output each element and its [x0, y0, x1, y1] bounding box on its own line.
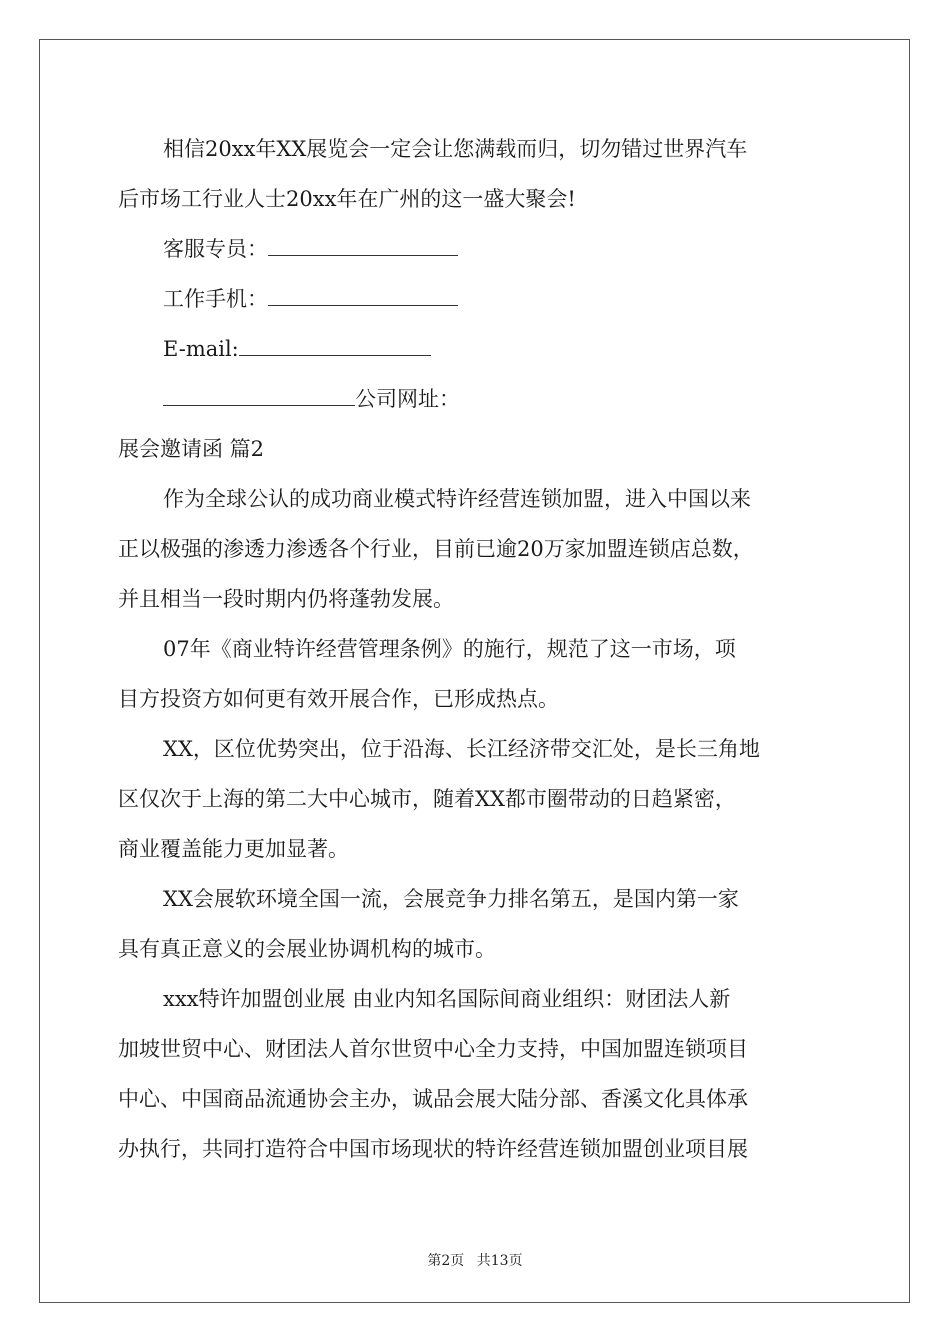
body-p5-line-4: 办执行，共同打造符合中国市场现状的特许经营连锁加盟创业项目展: [118, 1137, 748, 1161]
page-footer: [0, 1250, 950, 1270]
body-p5-line-2: 加坡世贸中心、财团法人首尔世贸中心全力支持，中国加盟连锁项目: [118, 1037, 748, 1061]
website-blank: [163, 387, 355, 406]
service-label: 客服专员：: [163, 237, 268, 261]
body-p3-line-2: 区仅次于上海的第二大中心城市，随着XX都市圈带动的日趋紧密，: [118, 787, 736, 811]
email-label: E-mail:: [163, 337, 239, 361]
website-contact-row: [118, 374, 838, 424]
website-label: 公司网址：: [355, 387, 460, 411]
body-p4-line-1: XX会展软环境全国一流，会展竞争力排名第五，是国内第一家: [163, 887, 739, 911]
phone-blank: [268, 287, 458, 306]
phone-label: 工作手机：: [163, 287, 268, 311]
body-p1-line-2: 正以极强的渗透力渗透各个行业，目前已逾20万家加盟连锁店总数，: [118, 537, 754, 561]
service-contact-row: [118, 224, 838, 274]
body-p4-line-2: 具有真正意义的会展业协调机构的城市。: [118, 937, 496, 961]
body-p1-line-3: 并且相当一段时期内仍将蓬勃发展。: [118, 587, 454, 611]
intro-line-2: 后市场工行业人士20xx年在广州的这一盛大聚会!: [118, 187, 576, 211]
page-total: 共13页: [476, 1253, 523, 1269]
email-blank: [239, 337, 431, 356]
page-current: 第2页: [427, 1253, 465, 1269]
body-p3-line-1: XX，区位优势突出，位于沿海、长江经济带交汇处，是长三角地: [163, 737, 760, 761]
email-contact-row: [118, 324, 838, 374]
service-blank: [268, 237, 458, 256]
body-p5-line-3: 中心、中国商品流通协会主办，诚品会展大陆分部、香溪文化具体承: [118, 1087, 748, 1111]
phone-contact-row: [118, 274, 838, 324]
body-p3-line-3: 商业覆盖能力更加显著。: [118, 837, 349, 861]
body-p5-line-1: xxx特许加盟创业展 由业内知名国际间商业组织：财团法人新: [163, 987, 731, 1011]
section-title: 展会邀请函 篇2: [118, 437, 265, 461]
body-p2-line-1: 07年《商业特许经营管理条例》的施行，规范了这一市场，项: [163, 637, 736, 661]
document-content: [118, 124, 838, 1174]
body-p2-line-2: 目方投资方如何更有效开展合作，已形成热点。: [118, 687, 559, 711]
body-p1-line-1: 作为全球公认的成功商业模式特许经营连锁加盟，进入中国以来: [163, 487, 751, 511]
intro-line-1: 相信20xx年XX展览会一定会让您满载而归，切勿错过世界汽车: [163, 137, 748, 161]
